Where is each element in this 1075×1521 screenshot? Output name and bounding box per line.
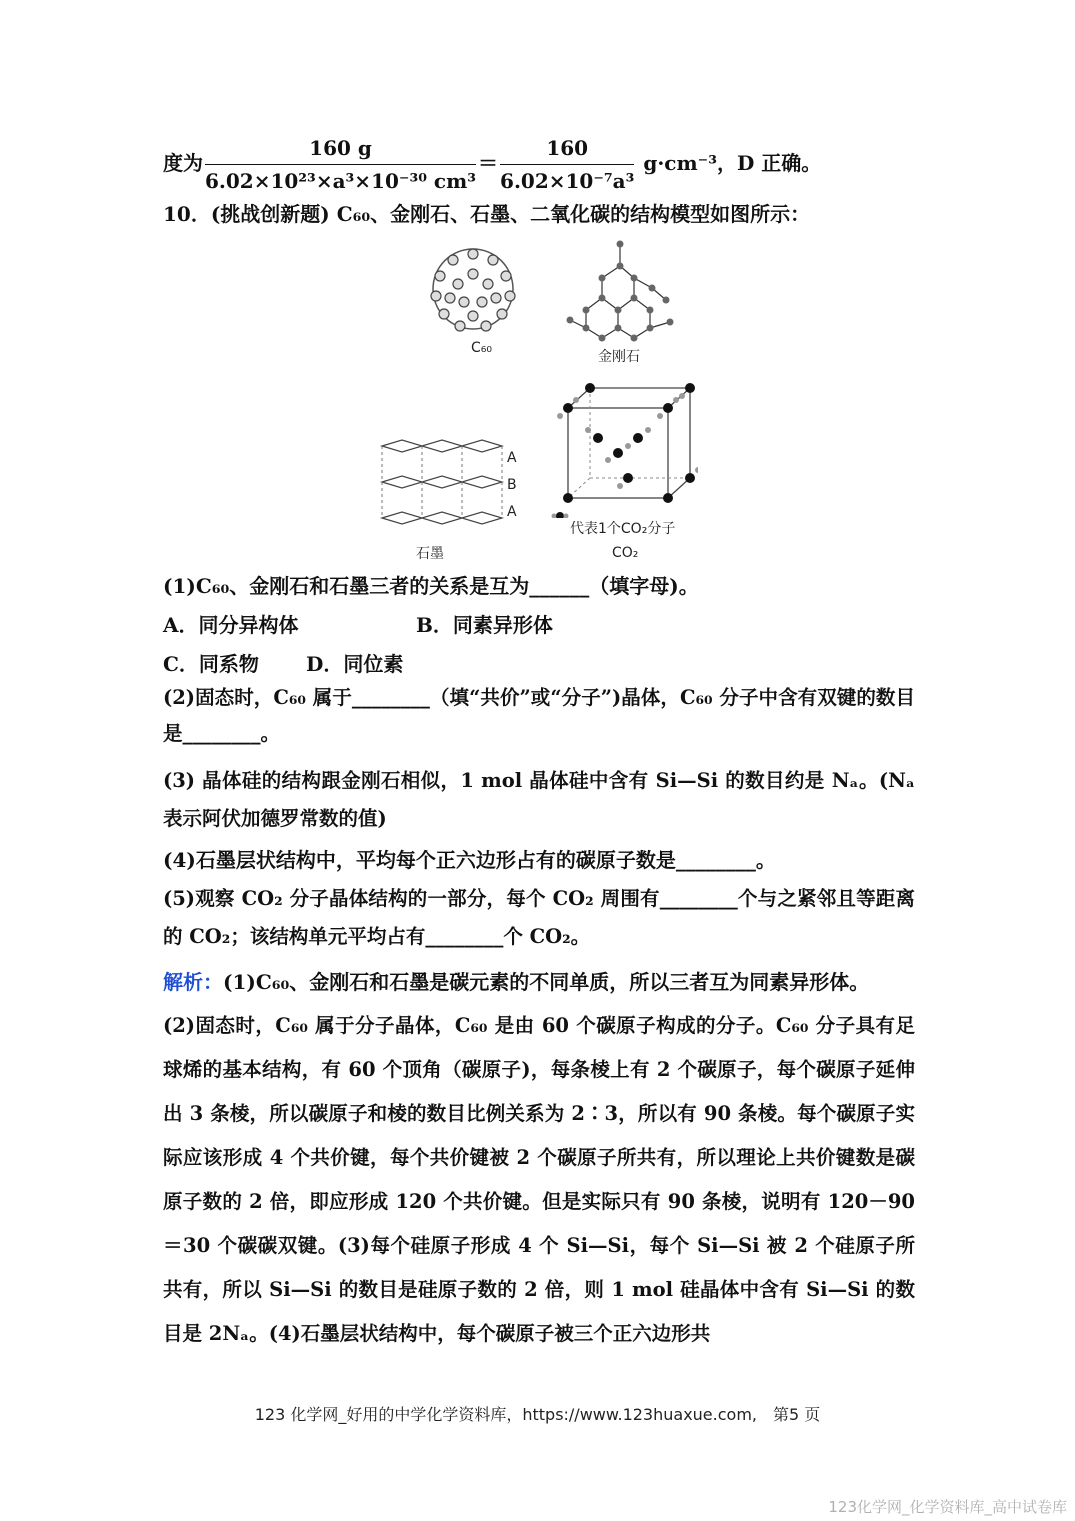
diamond-figure [562,238,682,348]
co2-legend: 代表1个CO₂分子 [570,521,676,537]
answer-line-1 [163,968,869,996]
question-1-option-b: B．同素异形体 [416,613,553,637]
fraction-1 [205,134,476,195]
question-3: (3) 晶体硅的结构跟金刚石相似，1 mol 晶体硅中含有 Si—Si 的数目约是 Nₐ。(Nₐ 表示阿伏加德罗常数的值) [163,769,915,830]
formula-equals: ＝ [478,151,499,175]
formula-prefix: 度为 [163,151,203,175]
graphite-layer-b: B [507,477,517,493]
diamond-label: 金刚石 [598,349,640,365]
question-1: (1)C₆₀、金刚石和石墨三者的关系是互为______（填字母)。 [163,574,699,598]
question-4: (4)石墨层状结构中，平均每个正六边形占有的碳原子数是________。 [163,848,776,872]
answer-part-1: (1)C₆₀、金刚石和石墨是碳元素的不同单质，所以三者互为同素异形体。 [223,970,870,994]
question-1-option-d: D．同位素 [306,652,404,676]
c60-label: C₆₀ [471,340,492,356]
formula-line [163,134,821,195]
graphite-figure [372,432,512,542]
question-1-option-c: C．同系物 [163,652,259,676]
question-title: 10．(挑战创新题) C₆₀、金刚石、石墨、二氧化碳的结构模型如图所示： [163,202,811,226]
watermark: 123化学网_化学资料库_高中试卷库 [828,1498,1067,1516]
question-2: (2)固态时，C₆₀ 属于________（填“共价”或“分子”)晶体，C₆₀ 分子中含有双键的数目是________。 [163,686,915,745]
c60-figure [428,244,518,344]
page-footer: 123 化学网_好用的中学化学资料库，https://www.123huaxue.com, 第5 页 [254,1405,821,1424]
co2-figure [548,378,698,518]
fraction-2 [500,134,634,195]
question-5: (5)观察 CO₂ 分子晶体结构的一部分，每个 CO₂ 周围有________个与之紧邻且等距离的 CO₂；该结构单元平均占有________个 CO₂。 [163,887,915,948]
graphite-layer-a2: A [507,504,517,520]
co2-label: CO₂ [612,545,639,561]
graphite-label: 石墨 [416,546,444,562]
fraction-2-denominator: 6.02×10⁻⁷a³ [500,169,635,193]
fraction-2-numerator: 160 [500,134,634,165]
answer-label: 解析： [163,970,223,994]
question-1-option-a: A．同分异构体 [163,613,299,637]
formula-suffix: g·cm⁻³，D 正确。 [643,151,822,175]
fraction-1-numerator: 160 g [205,134,476,165]
answer-body: (2)固态时，C₆₀ 属于分子晶体，C₆₀ 是由 60 个碳原子构成的分子。C₆₀ 分子具有足球烯的基本结构，有 60 个顶角（碳原子)，每条棱上有 2 个碳原子，每个碳原子延伸出 3 条棱，所以碳原子和棱的数目比例关系为 2∶3，所以有 90 条棱。每个碳原子实际应该形成 4 个共价键，每个共价键被 2 个碳原子所共有，所以理论上共价键数是碳原子数的 2 倍，即应形成 120 个共价键。但是实际只有 90 条棱，说明有 120－90＝30 个碳碳双键。(3)每个硅原子形成 4 个 Si—Si，每个 Si—Si 被 2 个硅原子所共有，所以 Si—Si 的数目是硅原子数的 2 倍，则 1 mol 硅晶体中含有 Si—Si 的数目是 2Nₐ。(4)石墨层状结构中，每个碳原子被三个正六边形共 [163,1014,915,1345]
fraction-1-denominator: 6.02×10²³×a³×10⁻³⁰ cm³ [205,169,477,193]
graphite-layer-a1: A [507,450,517,466]
